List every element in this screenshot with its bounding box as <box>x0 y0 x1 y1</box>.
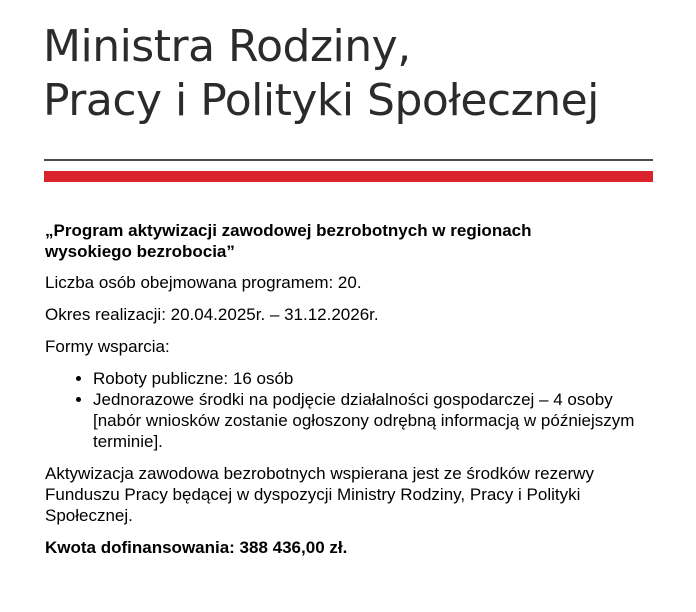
header-divider-line <box>44 159 653 161</box>
implementation-period: Okres realizacji: 20.04.2025r. – 31.12.2026r. <box>45 305 379 324</box>
ministry-name-line-1: Ministra Rodziny, <box>43 21 411 72</box>
header-red-bar <box>44 171 653 182</box>
participants-count: Liczba osób obejmowana programem: 20. <box>45 273 362 292</box>
list-item: • Jednorazowe środki na podjęcie działalności gospodarczej – 4 osoby [nabór wniosków zostanie ogłoszony odrębną informacją w późniejszym terminie]. <box>93 389 655 452</box>
document-body <box>45 220 655 558</box>
support-forms-list <box>45 368 655 452</box>
funding-amount: Kwota dofinansowania: 388 436,00 zł. <box>45 538 348 557</box>
program-title: „Program aktywizacji zawodowej bezrobotnych w regionach wysokiego bezrobocia” <box>45 221 532 261</box>
support-forms-heading: Formy wsparcia: <box>45 337 170 356</box>
funding-source: Aktywizacja zawodowa bezrobotnych wspierana jest ze środków rezerwy Funduszu Pracy będącej w dyspozycji Ministry Rodziny, Pracy i Polityki Społecznej. <box>45 464 594 525</box>
list-item: • Roboty publiczne: 16 osób <box>93 368 655 389</box>
ministry-name-line-2: Pracy i Polityki Społecznej <box>43 75 599 126</box>
ministry-logo <box>43 20 663 128</box>
